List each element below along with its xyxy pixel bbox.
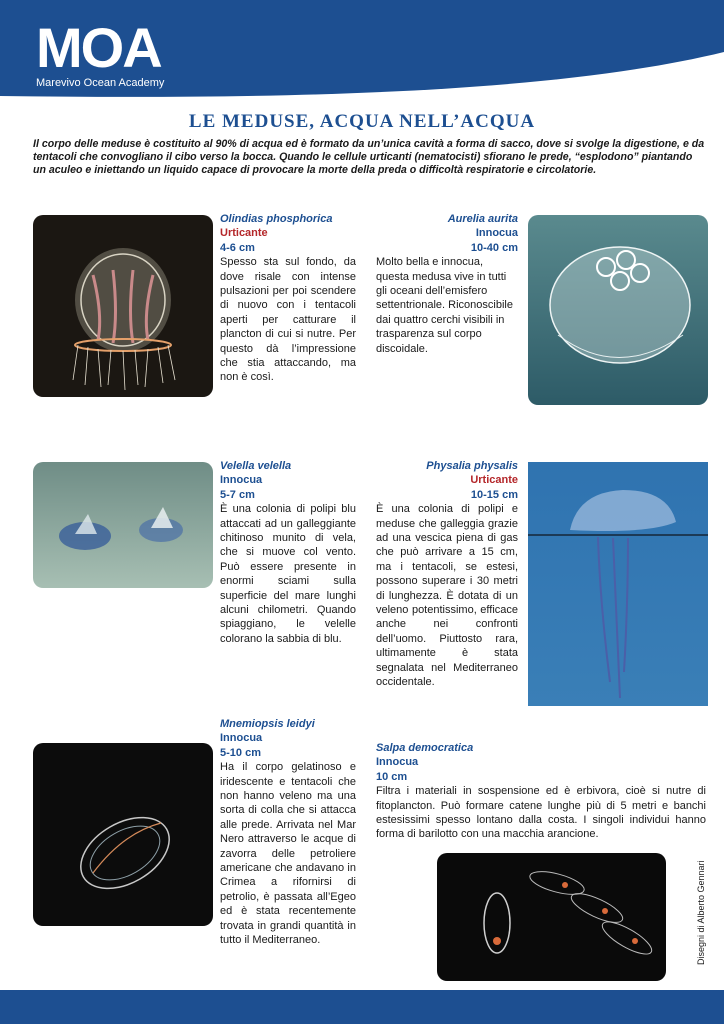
species-status: Innocua — [220, 474, 263, 487]
physalia-image — [528, 462, 708, 706]
intro-paragraph: Il corpo delle meduse è costituito al 90% di acqua ed è formato da un’unica cavità a forma di sacco, dove si svolge la digestione, e da tentacoli che convogliano il cibo verso la bocca. Quando le cellule urticanti (nematocisti) sfiorano le prede, “esplodono” piantando un aculeo e iniettando un liquido capace di provocare la morte della preda o difficoltà respiratorie e circolatorie. — [33, 138, 705, 176]
page-footer-bar — [0, 990, 724, 1024]
species-status: Innocua — [376, 756, 419, 769]
illustration-credit: Disegni di Alberto Gennari — [696, 860, 706, 965]
species-description: È una colonia di polipi e meduse che galleggia grazie ad una vescica piena di gas che può arrivare a 15 cm, ma i tentacoli, se estesi, possono superare i 30 metri di lunghezza. È dotata di un veleno potentissimo, efficace anche nei confronti dell’uomo. Piuttosto rara, ultimamente è stata segnalata nel Mediterraneo occidentale. — [376, 503, 518, 689]
velella-text — [220, 459, 356, 646]
velella-image — [33, 462, 213, 588]
species-description: Filtra i materiali in sospensione ed è erbivora, cioè si nutre di fitoplancton. Può formare catene lunghe più di 5 metri e banchi estesissimi spesso lontano dalla costa. I singoli individui hanno forma di barilotto con una macchia arancione. — [376, 785, 706, 841]
species-status: Urticante — [470, 474, 518, 487]
mnemiopsis-text — [220, 717, 356, 948]
species-name: Aurelia aurita — [447, 213, 518, 225]
logo-subtitle: Marevivo Ocean Academy — [36, 77, 165, 89]
species-name: Physalia physalis — [426, 460, 518, 472]
species-size: 10-15 cm — [470, 488, 518, 501]
species-description: Spesso sta sul fondo, da dove risale con intense pulsazioni per poi scendere di nuovo con i tentacoli aperti per catturare il plancton di cui si nutre. Per questo dà l’impressione che stia attaccando, ma non è così. — [220, 256, 356, 384]
moa-logo: MOA — [36, 16, 161, 79]
species-description: Molto bella e innocua, questa medusa vive in tutti gli oceani dell’emisfero settentrionale. Riconoscibile dai quattro cerchi visibili in trasparenza sul corpo discoidale. — [376, 256, 513, 355]
species-name: Salpa democratica — [376, 742, 474, 754]
page-title: LE MEDUSE, ACQUA NELL’ACQUA — [188, 111, 536, 132]
species-status: Innocua — [475, 227, 518, 240]
salpa-image — [437, 853, 666, 981]
species-description: Ha il corpo gelatinoso e iridescente e tentacoli che non hanno veleno ma una sorta di colla che si attacca alle prede. Arrivata nel Mar Nero attraverso le acque di zavorra delle petroliere americane che andavano in Crimea a rifornirsi di petrolio, è passata all’Egeo ed è stata recentemente trovata in grandi quantità in tutto il Mediterraneo. — [220, 761, 356, 947]
species-name: Mnemiopsis leidyi — [220, 718, 315, 730]
species-name: Olindias phosphorica — [220, 213, 333, 225]
aurelia-text — [376, 212, 518, 356]
species-status: Urticante — [220, 227, 268, 240]
species-description: È una colonia di polipi blu attaccati ad un galleggiante chitinoso munito di vela, che si muove col vento. Può essere presente in enormi sciami sulla superficie del mare lunghi alcuni chilometri. Quando spiaggiano, le velelle colorano la sabbia di blu. — [220, 503, 356, 645]
salpa-text — [376, 741, 706, 842]
olindias-image — [33, 215, 213, 397]
physalia-text — [376, 459, 518, 690]
species-size: 10-40 cm — [470, 241, 518, 254]
species-size: 5-10 cm — [220, 746, 261, 759]
mnemiopsis-image — [33, 743, 213, 926]
species-name: Velella velella — [220, 460, 292, 472]
page-header — [0, 0, 724, 110]
species-size: 10 cm — [376, 770, 408, 783]
olindias-text — [220, 212, 356, 385]
species-size: 5-7 cm — [220, 488, 255, 501]
species-status: Innocua — [220, 732, 263, 745]
aurelia-image — [528, 215, 708, 405]
species-size: 4-6 cm — [220, 241, 255, 254]
